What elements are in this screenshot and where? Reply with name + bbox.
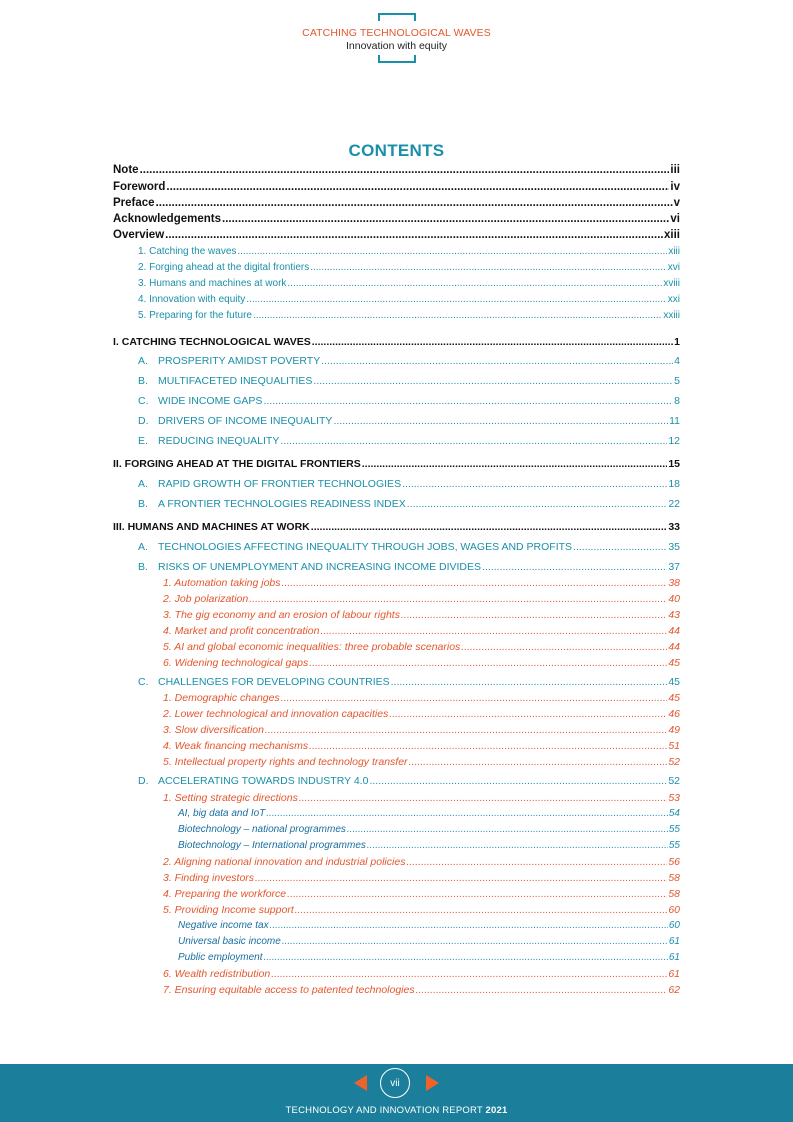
entry-page: 38 bbox=[668, 577, 680, 589]
entry-page: 56 bbox=[668, 856, 680, 868]
toc-chapter-2[interactable] bbox=[113, 458, 680, 470]
toc-front-entry[interactable] bbox=[113, 213, 680, 225]
entry-label: 5. Intellectual property rights and technology transfer bbox=[163, 756, 408, 768]
entry-label: RAPID GROWTH OF FRONTIER TECHNOLOGIES bbox=[158, 478, 402, 490]
toc-subsection[interactable] bbox=[163, 984, 680, 996]
entry-page: 62 bbox=[668, 984, 680, 996]
entry-page: iii bbox=[670, 164, 680, 176]
entry-label: Foreword bbox=[113, 181, 166, 193]
section-letter: A. bbox=[138, 355, 148, 367]
dot-leader bbox=[253, 310, 662, 321]
entry-page: 12 bbox=[668, 435, 680, 447]
entry-page: 58 bbox=[668, 872, 680, 884]
toc-subsection[interactable] bbox=[163, 641, 680, 653]
page-title: CONTENTS bbox=[348, 141, 445, 160]
entry-label: 3. Slow diversification bbox=[163, 724, 264, 736]
entry-label: 6. Wealth redistribution bbox=[163, 968, 271, 980]
entry-label: Acknowledgements bbox=[113, 213, 221, 225]
entry-page: 61 bbox=[668, 952, 680, 963]
dot-leader bbox=[249, 593, 667, 605]
dot-leader bbox=[310, 262, 667, 273]
footer-band bbox=[0, 1064, 793, 1122]
dot-leader bbox=[311, 521, 668, 533]
section-letter: A. bbox=[138, 478, 148, 490]
dot-leader bbox=[347, 824, 668, 835]
entry-label: Biotechnology – International programmes bbox=[178, 840, 366, 851]
toc-subsubsection[interactable] bbox=[178, 936, 680, 947]
toc-front-entry[interactable] bbox=[113, 164, 680, 176]
toc-overview-entry[interactable] bbox=[138, 278, 680, 289]
dot-leader bbox=[263, 395, 673, 407]
toc-subsection[interactable] bbox=[163, 625, 680, 637]
section-letter: B. bbox=[138, 498, 148, 510]
entry-label: Universal basic income bbox=[178, 936, 281, 947]
entry-page: 35 bbox=[668, 541, 680, 553]
dot-leader bbox=[270, 920, 668, 931]
dot-leader bbox=[271, 968, 667, 980]
entry-page: 61 bbox=[668, 936, 680, 947]
toc-section[interactable] bbox=[138, 775, 680, 787]
entry-page: 43 bbox=[668, 609, 680, 621]
entry-label: REDUCING INEQUALITY bbox=[158, 435, 280, 447]
section-letter: E. bbox=[138, 435, 148, 447]
entry-label: MULTIFACETED INEQUALITIES bbox=[158, 375, 313, 387]
toc-subsection[interactable] bbox=[163, 904, 680, 916]
section-letter: D. bbox=[138, 775, 149, 787]
entry-label: AI, big data and IoT bbox=[178, 808, 266, 819]
entry-label: DRIVERS OF INCOME INEQUALITY bbox=[158, 415, 333, 427]
section-letter: B. bbox=[138, 561, 148, 573]
entry-label: RISKS OF UNEMPLOYMENT AND INCREASING INCOME DIVIDES bbox=[158, 561, 482, 573]
toc-section[interactable] bbox=[138, 541, 680, 553]
entry-page: 49 bbox=[668, 724, 680, 736]
entry-page: 15 bbox=[668, 458, 680, 470]
toc-front-entry[interactable] bbox=[113, 197, 680, 209]
entry-label: CHALLENGES FOR DEVELOPING COUNTRIES bbox=[158, 676, 390, 688]
toc-section[interactable] bbox=[138, 375, 680, 387]
dot-leader bbox=[287, 278, 662, 289]
entry-page: 22 bbox=[668, 498, 680, 510]
section-letter: D. bbox=[138, 415, 149, 427]
toc-subsection[interactable] bbox=[163, 740, 680, 752]
toc-overview-entry[interactable] bbox=[138, 246, 680, 257]
entry-label: 2. Lower technological and innovation capacities bbox=[163, 708, 389, 720]
toc-chapter-3[interactable] bbox=[113, 521, 680, 533]
toc-section[interactable] bbox=[138, 561, 680, 573]
entry-page: 5 bbox=[674, 375, 680, 387]
entry-label: A FRONTIER TECHNOLOGIES READINESS INDEX bbox=[158, 498, 406, 510]
toc-section[interactable] bbox=[138, 395, 680, 407]
entry-page: 55 bbox=[668, 824, 680, 835]
toc-overview-entry[interactable] bbox=[138, 262, 680, 273]
dot-leader bbox=[282, 936, 668, 947]
entry-page: 45 bbox=[668, 692, 680, 704]
entry-label: 6. Widening technological gaps bbox=[163, 657, 309, 669]
entry-page: xxi bbox=[667, 294, 680, 305]
toc-subsection[interactable] bbox=[163, 792, 680, 804]
dot-leader bbox=[389, 708, 667, 720]
dot-leader bbox=[166, 181, 669, 193]
entry-label: 3. Finding investors bbox=[163, 872, 255, 884]
entry-label: 4. Weak financing mechanisms bbox=[163, 740, 309, 752]
entry-label: 3. Humans and machines at work bbox=[138, 278, 287, 289]
entry-page: 54 bbox=[668, 808, 680, 819]
entry-page: 61 bbox=[668, 968, 680, 980]
entry-page: 53 bbox=[668, 792, 680, 804]
dot-leader bbox=[140, 164, 670, 176]
entry-label: Preface bbox=[113, 197, 155, 209]
report-name: TECHNOLOGY AND INNOVATION REPORT 2021 bbox=[285, 1105, 508, 1116]
dot-leader bbox=[409, 756, 668, 768]
toc-front-entry[interactable] bbox=[113, 229, 680, 241]
entry-label: Public employment bbox=[178, 952, 263, 963]
entry-page: 1 bbox=[674, 336, 680, 348]
dot-leader bbox=[280, 435, 667, 447]
dot-leader bbox=[265, 724, 667, 736]
toc-chapter-1[interactable] bbox=[113, 336, 680, 348]
entry-label: ACCELERATING TOWARDS INDUSTRY 4.0 bbox=[158, 775, 369, 787]
entry-label: 5. Preparing for the future bbox=[138, 310, 252, 321]
header-subtitle: Innovation with equity bbox=[346, 40, 447, 52]
entry-page: iv bbox=[670, 181, 680, 193]
dot-leader bbox=[406, 856, 667, 868]
dot-leader bbox=[362, 458, 668, 470]
dot-leader bbox=[391, 676, 668, 688]
dot-leader bbox=[416, 984, 668, 996]
toc-section[interactable] bbox=[138, 676, 680, 688]
entry-page: xvi bbox=[667, 262, 680, 273]
entry-label: 3. The gig economy and an erosion of labour rights bbox=[163, 609, 400, 621]
dot-leader bbox=[320, 625, 667, 637]
entry-page: xxiii bbox=[663, 310, 680, 321]
entry-label: 5. Providing Income support bbox=[163, 904, 294, 916]
dot-leader bbox=[309, 657, 667, 669]
toc-subsection[interactable] bbox=[163, 856, 680, 868]
entry-label: Note bbox=[113, 164, 139, 176]
dot-leader bbox=[401, 609, 667, 621]
entry-label: I. CATCHING TECHNOLOGICAL WAVES bbox=[113, 336, 311, 348]
toc-subsection[interactable] bbox=[163, 657, 680, 669]
entry-label: 1. Catching the waves bbox=[138, 246, 237, 257]
entry-page: v bbox=[673, 197, 680, 209]
dot-leader bbox=[156, 197, 673, 209]
dot-leader bbox=[321, 355, 673, 367]
entry-page: 33 bbox=[668, 521, 680, 533]
entry-label: Negative income tax bbox=[178, 920, 269, 931]
entry-page: xiii bbox=[668, 246, 680, 257]
dot-leader bbox=[573, 541, 667, 553]
entry-page: 51 bbox=[668, 740, 680, 752]
entry-page: 4 bbox=[674, 355, 680, 367]
toc-section[interactable] bbox=[138, 478, 680, 490]
entry-label: Biotechnology – national programmes bbox=[178, 824, 346, 835]
entry-label: 4. Preparing the workforce bbox=[163, 888, 287, 900]
entry-page: 8 bbox=[674, 395, 680, 407]
toc-subsubsection[interactable] bbox=[178, 952, 680, 963]
entry-page: 40 bbox=[668, 593, 680, 605]
dot-leader bbox=[299, 792, 667, 804]
toc-front-entry[interactable] bbox=[113, 181, 680, 193]
toc-section[interactable] bbox=[138, 498, 680, 510]
dot-leader bbox=[312, 336, 673, 348]
entry-label: 2. Job polarization bbox=[163, 593, 249, 605]
entry-page: xviii bbox=[663, 278, 680, 289]
entry-page: 52 bbox=[668, 775, 680, 787]
entry-label: TECHNOLOGIES AFFECTING INEQUALITY THROUGH JOBS, WAGES AND PROFITS bbox=[158, 541, 573, 553]
toc-section[interactable] bbox=[138, 355, 680, 367]
toc-overview-entry[interactable] bbox=[138, 294, 680, 305]
dot-leader bbox=[407, 498, 668, 510]
entry-page: 45 bbox=[668, 657, 680, 669]
entry-label: 1. Demographic changes bbox=[163, 692, 280, 704]
dot-leader bbox=[237, 246, 667, 257]
entry-label: PROSPERITY AMIDST POVERTY bbox=[158, 355, 321, 367]
dot-leader bbox=[333, 415, 668, 427]
dot-leader bbox=[287, 888, 667, 900]
toc-subsubsection[interactable] bbox=[178, 808, 680, 819]
dot-leader bbox=[165, 229, 663, 241]
entry-page: 55 bbox=[668, 840, 680, 851]
entry-page: 58 bbox=[668, 888, 680, 900]
toc-subsection[interactable] bbox=[163, 692, 680, 704]
toc-subsubsection[interactable] bbox=[178, 824, 680, 835]
entry-label: 1. Setting strategic directions bbox=[163, 792, 298, 804]
toc-subsection[interactable] bbox=[163, 609, 680, 621]
dot-leader bbox=[246, 294, 666, 305]
entry-page: 18 bbox=[668, 478, 680, 490]
dot-leader bbox=[263, 952, 667, 963]
dot-leader bbox=[313, 375, 673, 387]
entry-page: 44 bbox=[668, 641, 680, 653]
entry-page: 60 bbox=[668, 904, 680, 916]
entry-page: 60 bbox=[668, 920, 680, 931]
toc-subsection[interactable] bbox=[163, 872, 680, 884]
dot-leader bbox=[309, 740, 667, 752]
entry-label: 2. Forging ahead at the digital frontiers bbox=[138, 262, 310, 273]
dot-leader bbox=[255, 872, 667, 884]
section-letter: B. bbox=[138, 375, 148, 387]
entry-page: 52 bbox=[668, 756, 680, 768]
section-letter: A. bbox=[138, 541, 148, 553]
toc-overview-entry[interactable] bbox=[138, 310, 680, 321]
toc-section[interactable] bbox=[138, 435, 680, 447]
section-letter: C. bbox=[138, 676, 149, 688]
dot-leader bbox=[461, 641, 667, 653]
dot-leader bbox=[295, 904, 668, 916]
dot-leader bbox=[281, 692, 668, 704]
toc-subsubsection[interactable] bbox=[178, 840, 680, 851]
dot-leader bbox=[367, 840, 668, 851]
next-page-arrow-icon[interactable] bbox=[426, 1075, 439, 1091]
entry-label: 4. Market and profit concentration bbox=[163, 625, 320, 637]
entry-label: WIDE INCOME GAPS bbox=[158, 395, 263, 407]
entry-label: 2. Aligning national innovation and industrial policies bbox=[163, 856, 406, 868]
page-number: vii bbox=[380, 1068, 410, 1098]
entry-page: 44 bbox=[668, 625, 680, 637]
dot-leader bbox=[402, 478, 667, 490]
toc-subsection[interactable] bbox=[163, 756, 680, 768]
entry-label: II. FORGING AHEAD AT THE DIGITAL FRONTIERS bbox=[113, 458, 361, 470]
entry-page: 46 bbox=[668, 708, 680, 720]
entry-page: vi bbox=[670, 213, 680, 225]
dot-leader bbox=[282, 577, 668, 589]
toc-subsection[interactable] bbox=[163, 577, 680, 589]
dot-leader bbox=[222, 213, 669, 225]
toc-subsection[interactable] bbox=[163, 708, 680, 720]
dot-leader bbox=[482, 561, 667, 573]
entry-page: 11 bbox=[669, 415, 680, 427]
dot-leader bbox=[266, 808, 668, 819]
entry-label: Overview bbox=[113, 229, 165, 241]
toc-subsection[interactable] bbox=[163, 888, 680, 900]
toc-subsection[interactable] bbox=[163, 968, 680, 980]
entry-label: III. HUMANS AND MACHINES AT WORK bbox=[113, 521, 310, 533]
section-letter: C. bbox=[138, 395, 149, 407]
entry-label: 1. Automation taking jobs bbox=[163, 577, 281, 589]
entry-label: 7. Ensuring equitable access to patented technologies bbox=[163, 984, 415, 996]
toc-subsubsection[interactable] bbox=[178, 920, 680, 931]
entry-page: 45 bbox=[668, 676, 680, 688]
entry-label: 5. AI and global economic inequalities: three probable scenarios bbox=[163, 641, 461, 653]
toc-subsection[interactable] bbox=[163, 724, 680, 736]
entry-page: xiii bbox=[664, 229, 680, 241]
toc-subsection[interactable] bbox=[163, 593, 680, 605]
toc-section[interactable] bbox=[138, 415, 680, 427]
entry-label: 4. Innovation with equity bbox=[138, 294, 246, 305]
entry-page: 37 bbox=[668, 561, 680, 573]
previous-page-arrow-icon[interactable] bbox=[354, 1075, 367, 1091]
dot-leader bbox=[369, 775, 667, 787]
header-title: CATCHING TECHNOLOGICAL WAVES bbox=[302, 27, 491, 39]
